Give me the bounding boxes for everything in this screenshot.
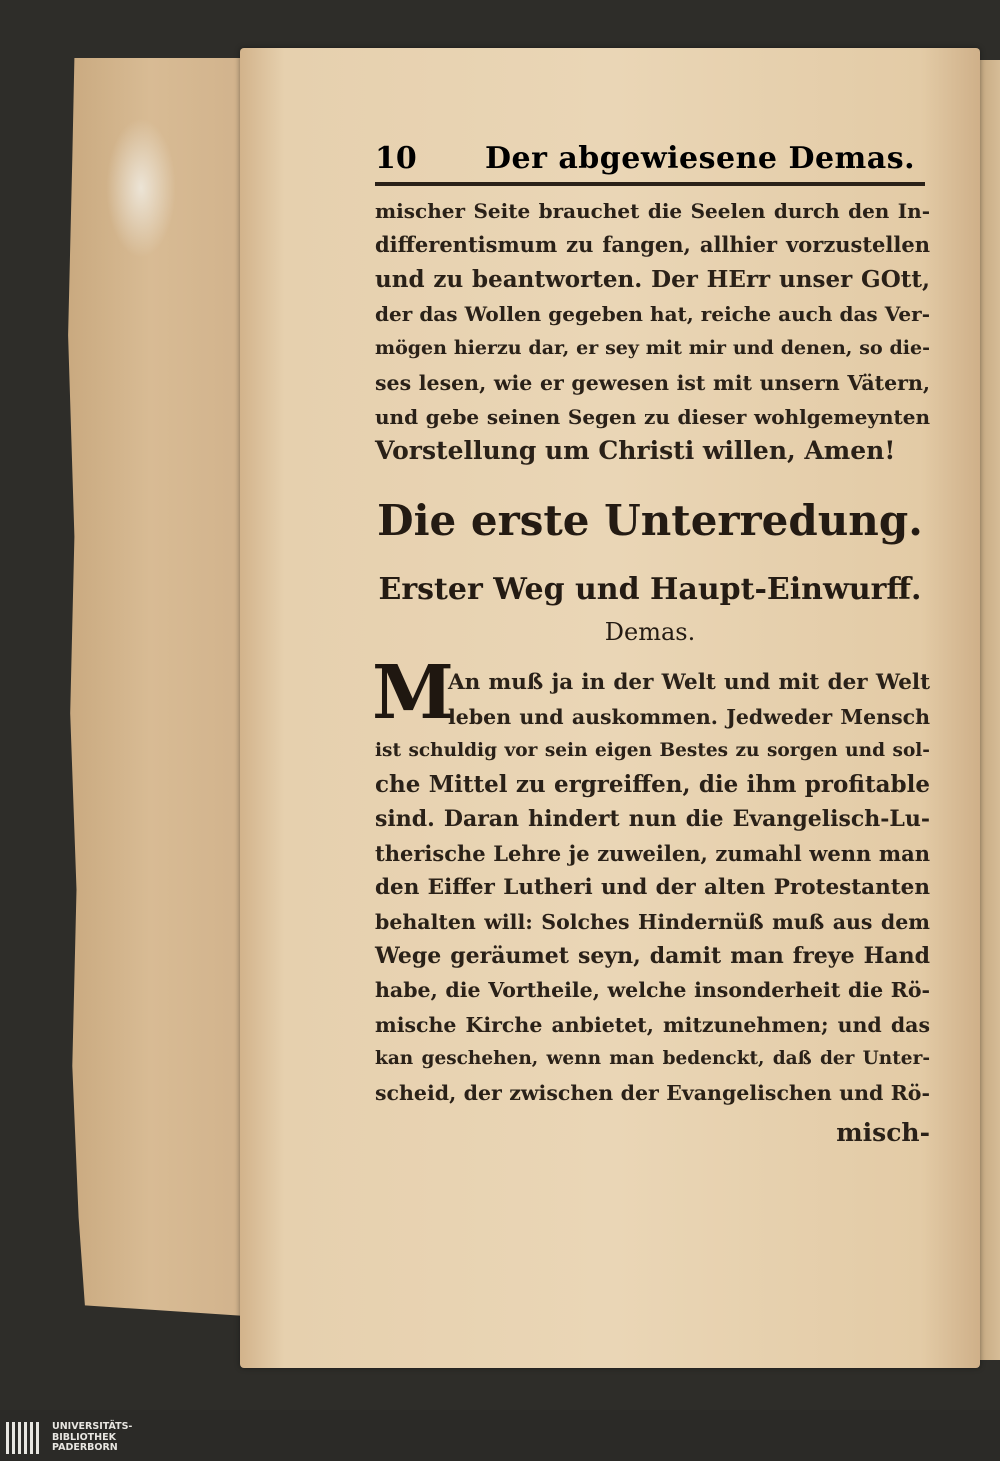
- text-line: habe, die Vortheile, welche insonderheit die Rö-: [375, 978, 930, 1003]
- library-name-line: BIBLIOTHEK: [52, 1431, 116, 1443]
- text-line: behalten will: Solches Hindernüß muß aus dem: [375, 910, 930, 934]
- text-line: der das Wollen gegeben hat, reiche auch das Ver-: [375, 301, 930, 326]
- text-line: ses lesen, wie er gewesen ist mit unsern Vätern,: [375, 370, 930, 395]
- text-line: Wege geräumet seyn, damit man freye Hand: [375, 943, 930, 970]
- section-title: Die erste Unterredung.: [377, 496, 923, 545]
- library-logo-icon: [6, 1422, 42, 1454]
- text-line: mögen hierzu dar, er sey mit mir und denen, so die-: [375, 337, 930, 360]
- header-rule: [375, 182, 925, 186]
- library-name-line: PADERBORN: [52, 1442, 118, 1453]
- text-line: leben und auskommen. Jedweder Mensch: [448, 705, 930, 729]
- speaker-name: Demas.: [604, 618, 696, 646]
- library-name-line: UNIVERSITÄTS-: [52, 1421, 133, 1432]
- text-line: sind. Daran hindert nun die Evangelisch-Lu-: [375, 806, 930, 833]
- text-line: und gebe seinen Segen zu dieser wohlgemeynten: [375, 404, 930, 429]
- running-head: Der abgewiesene Demas.: [485, 141, 916, 176]
- catchword: misch-: [836, 1118, 930, 1147]
- library-name: [52, 1422, 132, 1454]
- text-line: An muß ja in der Welt und mit der Welt: [448, 670, 930, 695]
- page-number: 10: [375, 141, 417, 176]
- text-line: Vorstellung um Christi willen, Amen!: [375, 436, 896, 466]
- text-line: therische Lehre je zuweilen, zumahl wenn man: [375, 840, 930, 866]
- text-line: che Mittel zu ergreiffen, die ihm profitable: [375, 771, 930, 799]
- text-line: mischer Seite brauchet die Seelen durch den In-: [375, 199, 930, 223]
- section-subtitle: Erster Weg und Haupt-Einwurff.: [378, 572, 922, 607]
- library-footer: [0, 1410, 1000, 1461]
- text-line: und zu beantworten. Der HErr unser GOtt,: [375, 265, 930, 293]
- text-line: scheid, der zwischen der Evangelischen und Rö-: [375, 1081, 930, 1105]
- text-line: mische Kirche anbietet, mitzunehmen; und das: [375, 1012, 930, 1037]
- text-line: kan geschehen, wenn man bedenckt, daß der Unter-: [375, 1047, 930, 1069]
- text-line: differentismum zu fangen, allhier vorzustellen: [375, 232, 930, 258]
- text-line: ist schuldig vor sein eigen Bestes zu sorgen und sol-: [375, 740, 930, 761]
- paper-stain: [106, 118, 176, 258]
- text-line: den Eiffer Lutheri und der alten Protestanten: [375, 874, 930, 900]
- drop-capital: M: [372, 650, 454, 736]
- page-header: [375, 132, 925, 176]
